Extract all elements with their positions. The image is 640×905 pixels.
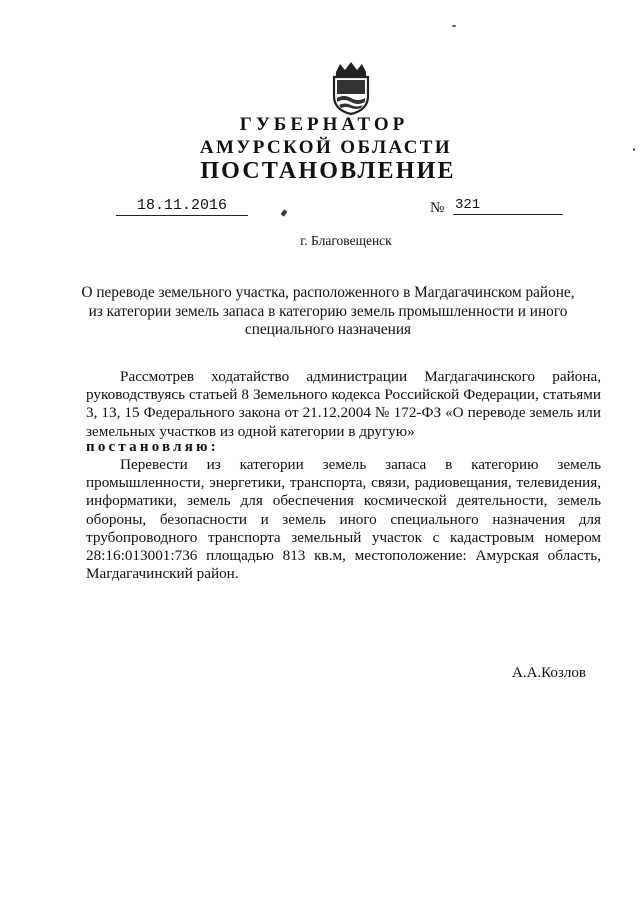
signature-name: А.А.Козлов <box>512 665 586 681</box>
document-city: г. Благовещенск <box>300 233 392 248</box>
scan-mark <box>281 209 288 216</box>
document-number: 321 <box>453 196 563 215</box>
body-paragraph-2: Перевести из категории земель запаса в категорию земель промышленности, энергетики, транспорта, связи, радиовещания, телевидения, информатики, земель для обеспечения космической деятельности, земель обороны, безопасности и земель иного специального назначения для трубопроводного транспорта земельный участок с кадастровым номером 28:16:013001:736 площадью 813 кв.м, местоположение: Амурская область, Магдагачинский район. <box>86 456 601 583</box>
header-decree-type: ПОСТАНОВЛЕНИЕ <box>200 158 456 184</box>
document-date: 18.11.2016 <box>116 197 248 216</box>
body-paragraph-1: Рассмотрев ходатайство администрации Магдагачинского района, руководствуясь статьей 8 Земельного кодекса Российской Федерации, статьями 3, 13, 15 Федерального закона от 21.12.2004 № 172-ФЗ «О переводе земель или земельных участков из одной категории в другую» <box>86 368 601 440</box>
number-label: № <box>430 200 445 216</box>
decree-word: постановляю: <box>86 439 219 455</box>
scan-speck <box>633 148 635 151</box>
coat-of-arms-icon <box>328 60 374 116</box>
document-title: О переводе земельного участка, расположенного в Магдагачинском районе, из категории земель запаса в категорию земель промышленности и иного специального назначения <box>81 284 575 338</box>
header-region: АМУРСКОЙ ОБЛАСТИ <box>199 137 453 158</box>
header-governor: ГУБЕРНАТОР <box>239 114 409 135</box>
scan-speck <box>452 25 456 27</box>
